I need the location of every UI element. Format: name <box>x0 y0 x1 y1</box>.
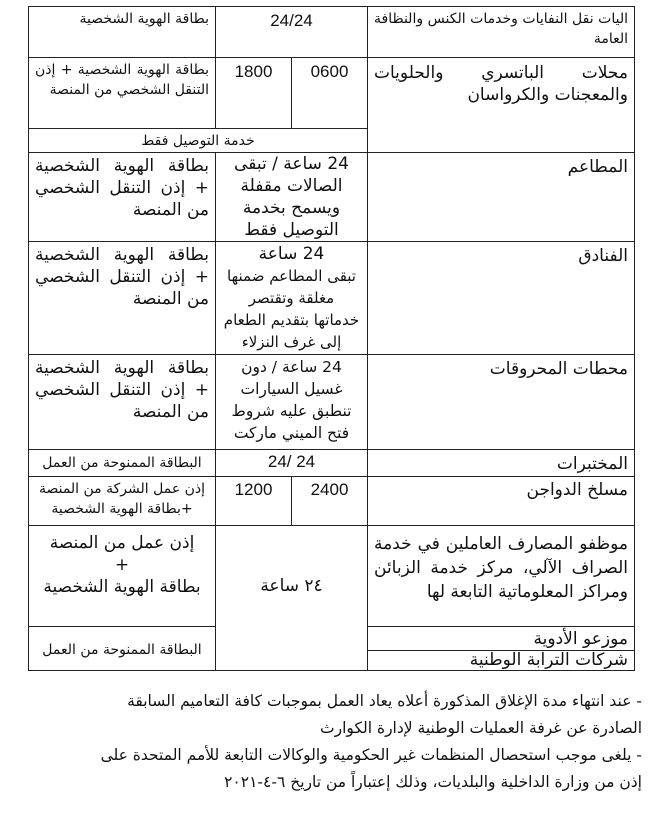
document-line: + <box>114 555 130 575</box>
sector-cell: المختبرات <box>367 449 635 477</box>
document-line: إذن عمل من المنصة <box>49 533 195 553</box>
hours-line: غسيل السيارات <box>240 380 343 398</box>
hours-line: 24 ساعة / دون <box>241 358 342 376</box>
sector-cell: مسلخ الدواجن <box>367 476 635 526</box>
note-cell: خدمة التوصيل فقط <box>28 128 368 153</box>
document-line: +بطاقة الهوية الشخصية <box>51 501 193 517</box>
document-cell: بطاقة الهوية الشخصية + إذن التنقل الشخصي من المنصة <box>28 152 216 242</box>
document-line: إذن عمل الشركة من المنصة <box>38 481 206 497</box>
document-cell: البطاقة الممنوحة من العمل <box>28 626 216 671</box>
document-cell <box>28 476 216 526</box>
note-line: - يلغى موجب استحصال المنظمات غير الحكومية والوكالات التابعة للأمم المتحدة على <box>100 746 642 764</box>
hours-cell: 24/ 24 <box>215 449 368 477</box>
document-cell: بطاقة الهوية الشخصية + إذن التنقل الشخصي من المنصة <box>28 57 216 129</box>
sector-cell: شركات الترابة الوطنية <box>367 650 635 671</box>
sector-cell: موظفو المصارف العاملين في خدمة الصراف الآلي، مركز خدمة الزبائن ومراكز المعلوماتية التابعة لها <box>367 525 635 627</box>
hours-line: التوصيل فقط <box>244 220 339 240</box>
hours-cell <box>215 354 368 450</box>
hours-line: خدماتها بتقديم الطعام <box>223 311 360 329</box>
sector-cell: محلات الباتسري والحلويات والمعجنات والكرواسان <box>367 57 635 153</box>
document-cell: بطاقة الهوية الشخصية + إذن التنقل الشخصي من المنصة <box>28 241 216 355</box>
to-time-cell: 1800 <box>215 57 292 129</box>
document-cell: بطاقة الهوية الشخصية <box>28 6 216 58</box>
hours-line: تنطبق عليه شروط <box>231 402 352 420</box>
document-cell: بطاقة الهوية الشخصية + إذن التنقل الشخصي من المنصة <box>28 354 216 450</box>
hours-line: فتح الميني ماركت <box>233 424 350 442</box>
note-line: إذن من وزارة الداخلية والبلديات، وذلك إعتباراً من تاريخ ٦-٤-٢٠٢١ <box>224 773 642 791</box>
note-line: الصادرة عن غرفة العمليات الوطنية لإدارة الكوارث <box>320 719 642 737</box>
sector-cell: محطات المحروقات <box>367 354 635 450</box>
hours-line: ويسمح بخدمة <box>242 198 341 218</box>
hours-cell: 24/24 <box>215 6 368 58</box>
note-line: - عند انتهاء مدة الإغلاق المذكورة أعلاه يعاد العمل بموجبات كافة التعاميم السابقة <box>127 692 642 710</box>
document-cell <box>28 525 216 627</box>
hours-cell: ٢٤ ساعة <box>215 525 368 671</box>
sector-cell: الفنادق <box>367 241 635 355</box>
sector-cell: موزعو الأدوية <box>367 626 635 651</box>
hours-line: 24 ساعة <box>258 244 325 264</box>
document-line: بطاقة الهوية الشخصية <box>43 577 201 597</box>
hours-cell <box>215 241 368 355</box>
sector-cell: المطاعم <box>367 152 635 242</box>
from-time-cell: 2400 <box>291 476 368 526</box>
hours-cell <box>215 152 368 242</box>
hours-line: إلى غرف النزلاء <box>241 333 342 351</box>
from-time-cell: 0600 <box>291 57 368 129</box>
document-cell: البطاقة الممنوحة من العمل <box>28 449 216 477</box>
to-time-cell: 1200 <box>215 476 292 526</box>
hours-line: الصالات مقفلة <box>240 176 343 196</box>
hours-line: 24 ساعة / تبقى <box>234 154 349 174</box>
hours-line: مغلقة وتقتصر <box>248 289 335 307</box>
hours-line: تبقى المطاعم ضمنها <box>227 267 356 285</box>
sector-cell: اليات نقل النفايات وخدمات الكنس والنظافة العامة <box>367 6 635 58</box>
